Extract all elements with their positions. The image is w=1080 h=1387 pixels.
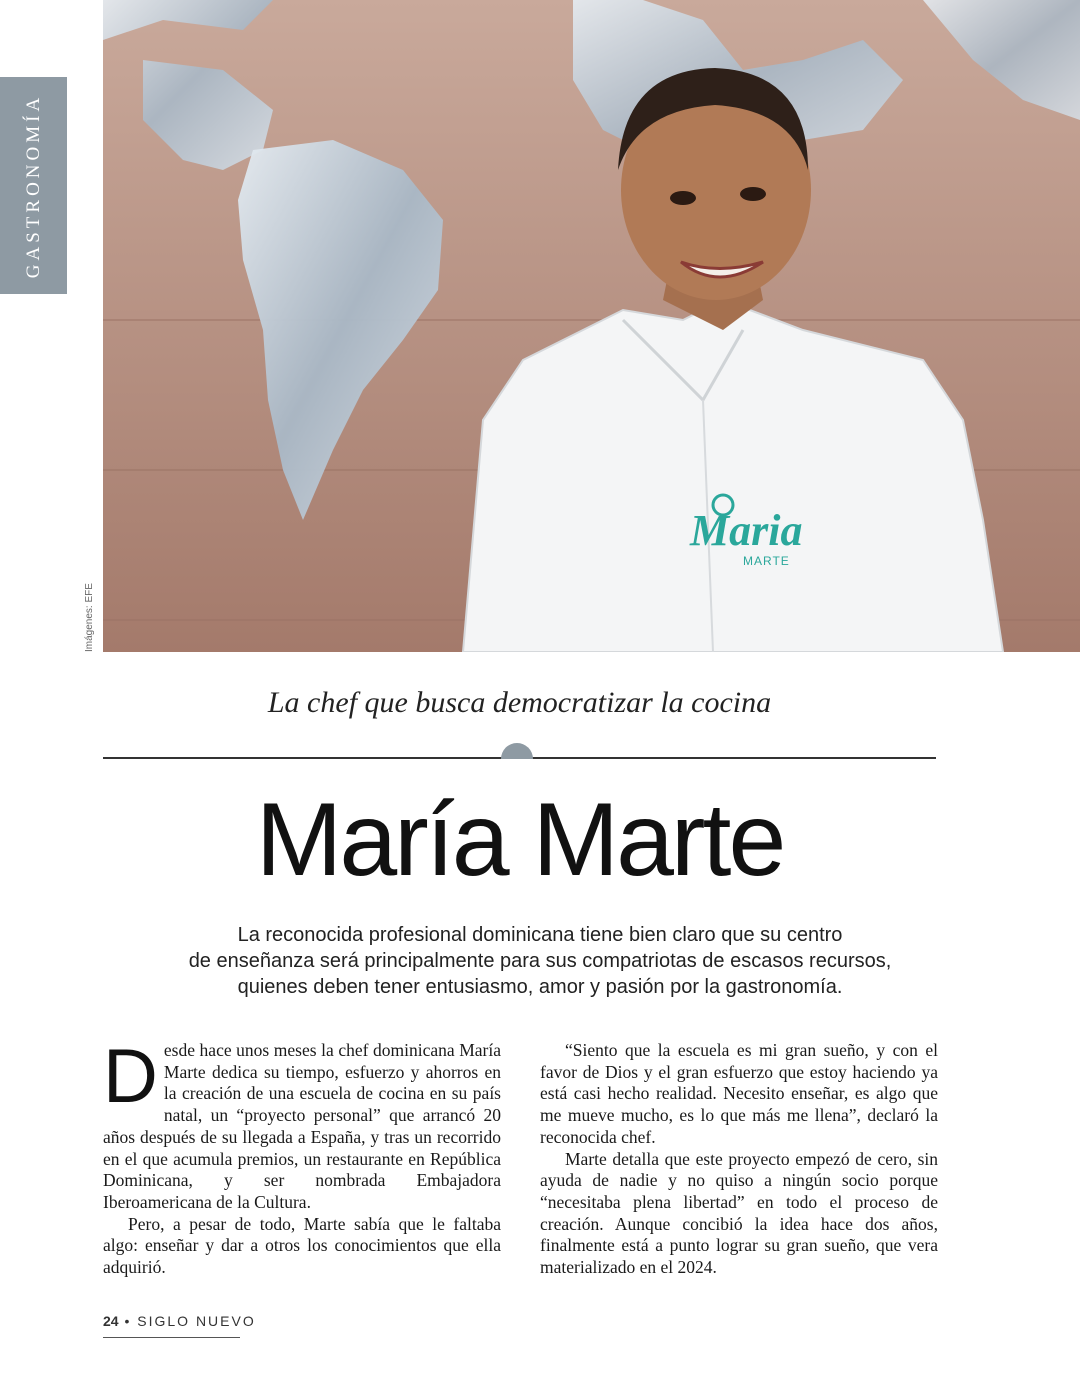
lede-line: quienes deben tener entusiasmo, amor y pasión por la gastronomía.: [237, 976, 843, 998]
section-label: GASTRONOMÍA: [22, 93, 44, 278]
divider-dot: [501, 743, 533, 759]
footer-separator: •: [124, 1313, 132, 1329]
lede: [150, 922, 930, 1000]
body-paragraph: [103, 1034, 501, 1214]
body-paragraph: Pero, a pesar de todo, Marte sabía que le faltaba algo: enseñar y dar a otros los conocimientos que ella adquirió.: [103, 1213, 501, 1278]
lede-line: de enseñanza será principalmente para sus compatriotas de escasos recursos,: [188, 950, 892, 972]
section-tab: [0, 77, 67, 294]
photo-credit: Imágenes: EFE: [84, 583, 95, 652]
headline: María Marte: [255, 782, 784, 898]
page-footer: [103, 1313, 256, 1329]
jacket-logo-text: Maria: [690, 506, 803, 555]
footer-rule: [103, 1337, 240, 1338]
photo-illustration: [103, 0, 1080, 652]
page-number: 24: [103, 1313, 119, 1329]
kicker: La chef que busca democratizar la cocina: [267, 686, 772, 719]
body-paragraph: Marte detalla que este proyecto empezó de cero, sin ayuda de nadie y no quiso a ningún socio porque “necesitaba plena libertad” en todo el proceso de creación. Aunque concibió la idea hace dos años, finalmente está a punto lograr su gran sueño, que vera materializado en el 2024.: [540, 1148, 938, 1278]
lede-line: La reconocida profesional dominicana tiene bien claro que su centro: [237, 924, 843, 946]
body-column-left: [103, 1034, 501, 1279]
paragraph-text: esde hace unos meses la chef dominicana María Marte dedica su tiempo, esfuerzo y ahorros en la creación de una escuela de cocina en su país natal, un “proyecto personal” que arrancó 20 años después de su llegada a España, y tras un recorrido en el que acumula premios, un restaurante en República Dominicana, y ser nombrada Embajadora Iberoamericana de la Cultura.: [103, 1040, 501, 1212]
magazine-name: SIGLO NUEVO: [137, 1313, 256, 1329]
body-column-right: [540, 1040, 938, 1279]
hero-photo: [103, 0, 1080, 652]
drop-cap: D: [103, 1034, 158, 1119]
jacket-logo-sub: MARTE: [743, 554, 790, 568]
body-paragraph: “Siento que la escuela es mi gran sueño, y con el favor de Dios y el gran esfuerzo que estoy haciendo ya está casi hecho realidad. Necesito enseñar, es algo que me mueve mucho, es lo que más me llena”, declaró la reconocida chef.: [540, 1040, 938, 1147]
